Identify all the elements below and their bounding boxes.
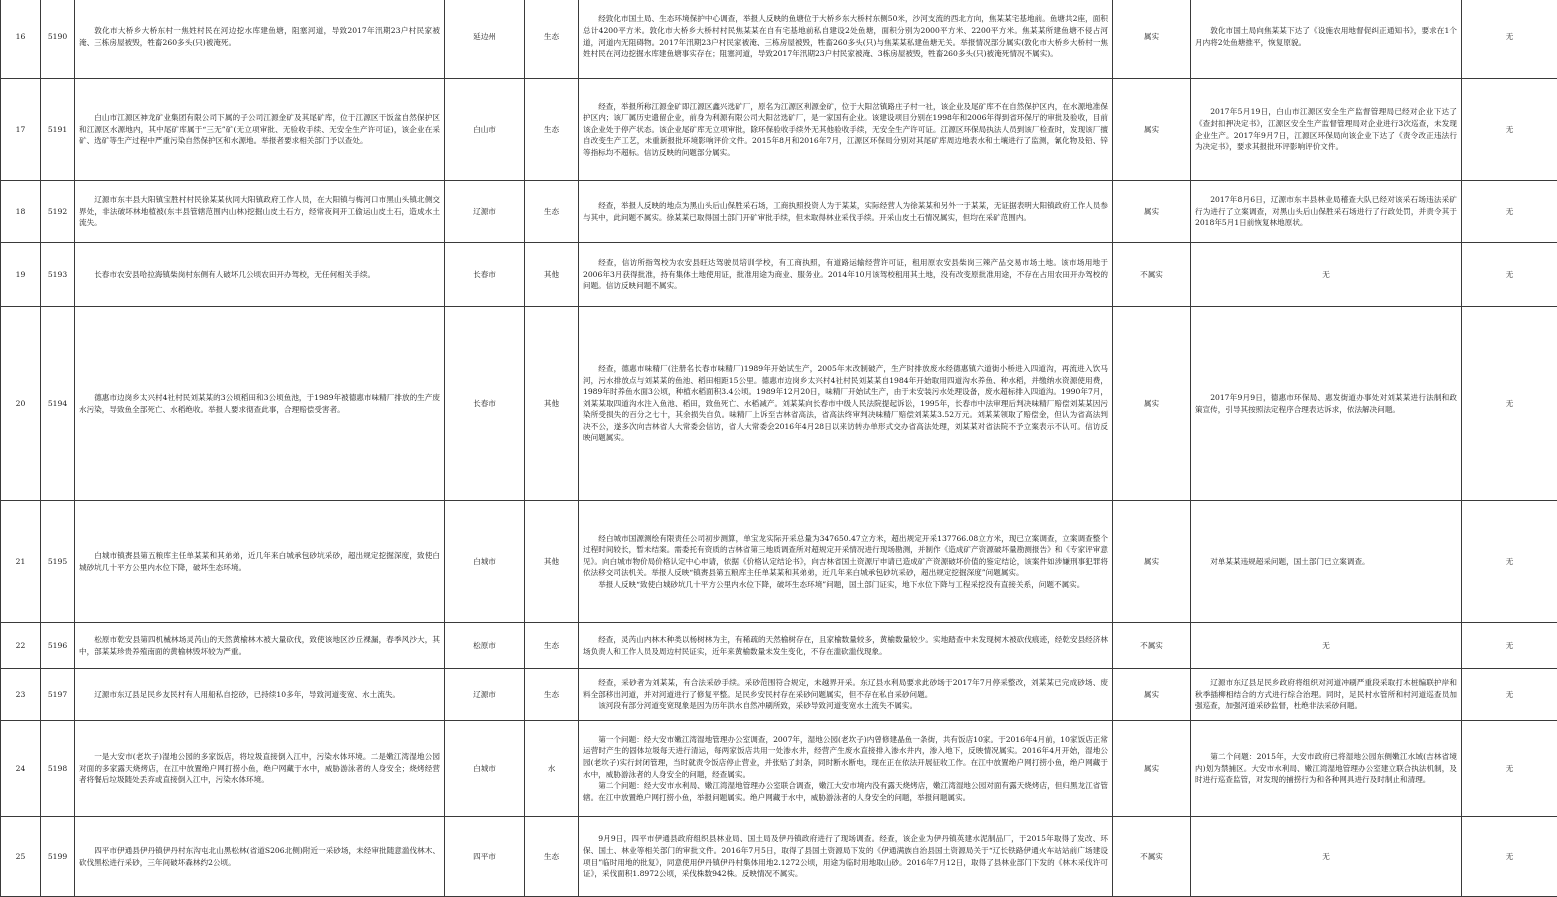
investigation-paragraph: 举报人反映“致使白城砂坑几十平方公里内水位下降，破坏生态环境”问题，国土部门证实，地下水位下降与工程采挖没有直接关系，问题不属实。 — [583, 579, 1108, 591]
table-row — [1, 721, 1557, 817]
table-body — [1, 0, 1557, 897]
investigation-cell — [579, 307, 1113, 501]
verdict-cell: 属实 — [1113, 721, 1191, 817]
verdict-cell: 不属实 — [1113, 243, 1191, 307]
investigation-cell — [579, 243, 1113, 307]
complaint-text: 四平市伊通县伊丹镇伊丹村东沟屯北山黑松林(省道S206北侧)附近一采砂场，未经审批随意滥伐林木、砍伐黑松进行采砂，三年间破坏森林约2公顷。 — [79, 845, 440, 868]
investigation-cell — [579, 79, 1113, 181]
table-row — [1, 669, 1557, 721]
accountability-cell: 无 — [1462, 79, 1557, 181]
accountability-cell: 无 — [1462, 501, 1557, 623]
row-seq-cell: 21 — [1, 501, 41, 623]
complaint-cell — [75, 817, 445, 897]
complaint-cell — [75, 181, 445, 243]
region-cell: 延边州 — [445, 0, 525, 79]
region-cell: 长春市 — [445, 243, 525, 307]
complaint-cell — [75, 721, 445, 817]
row-id-cell: 5199 — [41, 817, 75, 897]
investigation-paragraph: 第二个问题：经大安市水利局、嫩江湾湿地管理办公室联合调查，嫩江大安市境内没有露天烧烤店，嫩江湾湿地公园对面有露天烧烤店，但归黑龙江省管辖。在江中放置绝户网打捞小鱼，举报问题属实。绝户网藏于水中，威胁游泳者的人身安全的问题，举报问题属实。 — [583, 780, 1108, 803]
category-cell: 其他 — [525, 307, 579, 501]
complaint-cell — [75, 0, 445, 79]
accountability-cell: 无 — [1462, 243, 1557, 307]
complaint-text: 一是大安市(老坎子)湿地公园的多家饭店，将垃圾直接倒入江中，污染水体环境。二是嫩江湾湿地公园对面的多家露天烧烤店，在江中放置绝户网打捞小鱼，绝户网藏于水中，威胁游泳者的人身安全；烧烤经营者将餐后垃圾随处丢弃或直接倒入江中，污染水体环境。 — [79, 751, 440, 786]
row-id-cell: 5190 — [41, 0, 75, 79]
verdict-cell: 属实 — [1113, 669, 1191, 721]
row-seq-cell: 17 — [1, 79, 41, 181]
complaint-text: 白城市镇赉县第五粮库主任单某某和其弟弟，近几年来白城承包砂坑采砂，超出规定挖掘深度，致使白城砂坑几十平方公里内水位下降，破坏生态环境。 — [79, 550, 440, 573]
investigation-paragraph: 经查，灵芮山内林木种类以杨树林为主，有稀疏的天然榆树存在，且家榆数量较多，黄榆数量较少。实地踏查中未发现树木被砍伐痕迹，经乾安县经济林场负责人和工作人员及周边村民证实，近年来黄榆数量未发生变化，不存在滥砍滥伐现象。 — [583, 634, 1108, 657]
verdict-cell: 属实 — [1113, 79, 1191, 181]
investigation-paragraph: 经查，信访所指驾校为农安县旺达驾驶员培训学校，有工商执照，有道路运输经营许可证，租用原农安县柴岗三辣产品交易市场土地。该市场用地于2006年3月获得批准，持有集体土地使用证，批准用途为商业、服务业。2014年10月该驾校租用其土地，没有改变原批准用途，不存在占用农田开办驾校的问题。信访反映问题不属实。 — [583, 257, 1108, 292]
category-cell: 其他 — [525, 243, 579, 307]
row-seq-cell: 24 — [1, 721, 41, 817]
category-cell: 生态 — [525, 669, 579, 721]
region-cell: 白城市 — [445, 721, 525, 817]
region-cell: 辽源市 — [445, 669, 525, 721]
region-cell: 白城市 — [445, 501, 525, 623]
investigation-paragraph: 经查，举报人反映的地点为黑山头后山保胜采石场，工商执照投资人为于某某，实际经营人为徐某某和另外一于某某，无证据表明大阳镇政府工作人员参与其中，此问题不属实。徐某某已取得国土部门开矿审批手续，但未取得林业采伐手续。开采山皮土石情况属实，但均在采矿范围内。 — [583, 200, 1108, 223]
table-row — [1, 243, 1557, 307]
verdict-cell: 属实 — [1113, 181, 1191, 243]
handling-cell: 无 — [1191, 817, 1462, 897]
handling-text: 辽源市东辽县足民乡政府将组织对河道冲刷严重段采取打木桩编联护岸和秋季插柳相结合的方式进行综合治理。同时，足民村水管所和村河道巡查员加强巡查，加强河道采砂监督，杜绝非法采砂问题。 — [1195, 677, 1457, 712]
row-seq-cell: 16 — [1, 0, 41, 79]
handling-text: 第二个问题：2015年，大安市政府已将湿地公园东侧嫩江水域(吉林省境内)划为禁捕区。大安市水利局、嫩江湾湿地管理办公室建立联合执法机制，及时进行巡查监管，对发现的捕捞行为和各种网具进行及时制止和清理。 — [1195, 751, 1457, 786]
row-seq-cell: 23 — [1, 669, 41, 721]
handling-cell: 无 — [1191, 243, 1462, 307]
investigation-cell — [579, 721, 1113, 817]
row-id-cell: 5192 — [41, 181, 75, 243]
complaint-text: 白山市江源区神龙矿业集团有限公司下属的子公司江源金矿及其尾矿库，位于江源区干饭盆自然保护区和江源区水源地内，其中尾矿库属于“三无”矿(无立项审批、无验收手续、无安全生产许可证)，该企业在采矿、选矿等生产过程中严重污染自然保护区和水源地。举报者要求相关部门予以查处。 — [79, 112, 440, 147]
investigation-cell — [579, 623, 1113, 669]
handling-text: 2017年5月19日，白山市江源区安全生产监督管理局已经对企业下达了《查封扣押决定书》，江源区安全生产监督管理局对企业进行3次巡查，未发现企业生产。2017年9月7日，江源区环保局向该企业下达了《责令改正违法行为决定书》，要求其报批环评影响评价文件。 — [1195, 106, 1457, 152]
category-cell: 生态 — [525, 79, 579, 181]
complaint-text: 长春市农安县哈拉海镇柴岗村东侧有人破坏几公顷农田开办驾校，无任何相关手续。 — [79, 269, 440, 281]
accountability-cell: 无 — [1462, 307, 1557, 501]
complaint-text: 松原市乾安县第四机械林场灵芮山的天然黄榆林木被大量砍伐，致使该地区沙丘裸漏，春季风沙大，其中，部某某珍贵养殖南面的黄榆林毁坏较为严重。 — [79, 634, 440, 657]
region-cell: 四平市 — [445, 817, 525, 897]
complaint-text: 辽源市东辽县足民乡友民村有人用船私自挖砂，已持续10多年，导致河道变宽、水土流失。 — [79, 689, 440, 701]
row-id-cell: 5191 — [41, 79, 75, 181]
verdict-cell: 属实 — [1113, 501, 1191, 623]
investigation-paragraph: 该河段有部分河道变宽现象是因为历年洪水自然冲刷所致，采砂导致河道变宽水土流失不属实。 — [583, 700, 1108, 712]
investigation-cell — [579, 501, 1113, 623]
category-cell: 生态 — [525, 0, 579, 79]
row-seq-cell: 19 — [1, 243, 41, 307]
complaint-text: 德惠市边岗乡太兴村4社村民刘某某的3公顷稻田和3公顷鱼池，于1989年被德惠市味精厂排放的生产废水污染，导致鱼全部死亡、水稻绝收。举报人要求彻查此事，合理赔偿受害者。 — [79, 392, 440, 415]
investigation-paragraph: 经查，采砂者为刘某某，有合法采砂手续。采砂范围符合规定，未越界开采。东辽县水利局要求此砂场于2017年7月停采整改，刘某某已完成砂场、废料全部移出河道，并对河道进行了修复平整。足民乡安民村存在采砂问题属实，但不存在私自采砂问题。 — [583, 677, 1108, 700]
investigation-paragraph: 9月9日，四平市伊通县政府组织县林业局、国土局及伊丹镇政府进行了现场调查。经查，该企业为伊丹镇英建水泥制品厂，于2015年取得了发改、环保、国土、林业等相关部门的审批文件。2016年7月5日，取得了县国土资源局下发的《伊通满族自治县国土资源局关于“辽长铁路伊通火车站站前广场建设项目”临时用地的批复》，同意使用伊丹镇伊丹村集体用地2.1272公顷，用途为临时用地取山砂。2016年7月12日，取得了县林业部门下发的《林木采伐许可证》，采伐面积1.8972公顷，采伐株数942株。反映情况不属实。 — [583, 833, 1108, 879]
handling-cell — [1191, 721, 1462, 817]
category-cell: 生态 — [525, 817, 579, 897]
complaint-cell — [75, 669, 445, 721]
handling-cell — [1191, 307, 1462, 501]
complaint-cell — [75, 79, 445, 181]
table-row — [1, 181, 1557, 243]
investigation-cell — [579, 181, 1113, 243]
handling-cell — [1191, 181, 1462, 243]
region-cell: 白山市 — [445, 79, 525, 181]
row-id-cell: 5197 — [41, 669, 75, 721]
handling-cell: 无 — [1191, 623, 1462, 669]
table-row — [1, 501, 1557, 623]
row-id-cell: 5194 — [41, 307, 75, 501]
table-row — [1, 0, 1557, 79]
complaint-cell — [75, 243, 445, 307]
handling-text: 2017年9月9日，德惠市环保局、惠发街道办事处对刘某某进行法制和政策宣传，引导其按照法定程序合理表达诉求，依法解决问题。 — [1195, 392, 1457, 415]
row-id-cell: 5198 — [41, 721, 75, 817]
handling-text: 2017年8月6日，辽源市东丰县林业局稽查大队已经对该采石场违法采矿行为进行了立案调查，对黑山头后山保胜采石场进行了行政处罚，并责令其于2018年5月1日前恢复林地原状。 — [1195, 194, 1457, 229]
row-seq-cell: 18 — [1, 181, 41, 243]
row-id-cell: 5196 — [41, 623, 75, 669]
region-cell: 辽源市 — [445, 181, 525, 243]
row-id-cell: 5195 — [41, 501, 75, 623]
row-seq-cell: 20 — [1, 307, 41, 501]
verdict-cell: 属实 — [1113, 307, 1191, 501]
investigation-paragraph: 第一个问题：经大安市嫩江湾湿地管理办公室调查，2007年，湿地公园(老坎子)内曾修建晶鱼一条街，共有饭店10家。于2016年4月前，10家饭店正常运营时产生的固体垃圾每天进行清运，每两家饭店共用一处渗水井，经营产生废水直接排入渗水井内，渗入地下，反映情况属实。2016年4月开始，湿地公园(老坎子)实行封闭管理，当时就责令饭店停止营业，并张贴了封条，同时断水断电，现在正在依法开展征收工作。在江中放置绝户网打捞小鱼，绝户网藏于水中，威胁游泳者的人身安全的问题，经查属实。 — [583, 734, 1108, 780]
handling-text: 对单某某违规超采问题，国土部门已立案调查。 — [1195, 556, 1457, 568]
accountability-cell: 无 — [1462, 181, 1557, 243]
region-cell: 松原市 — [445, 623, 525, 669]
verdict-cell: 不属实 — [1113, 817, 1191, 897]
table-row — [1, 623, 1557, 669]
accountability-cell: 无 — [1462, 623, 1557, 669]
complaint-cell — [75, 501, 445, 623]
handling-cell — [1191, 0, 1462, 79]
investigation-paragraph: 经白城市国源测绘有限责任公司初步测算，单宝龙实际开采总量为347650.47立方米，超出规定开采137766.08立方米，现已立案调查，立案调查整个过程时间较长，暂未结案。需委托有资质的吉林省第三地质调查所对超规定开采情况进行现场勘测，并制作《造成矿产资源破坏量勘测报告》和《专家评审意见》。向白城市物价局价格认定中心申请，依据《价格认定结论书》，向吉林省国土资源厅申请已造成矿产资源破坏价值的鉴定结论，该案件如涉嫌刑事犯罪将依法移交司法机关。举报人反映“镇赉县第五粮库主任单某某和其弟弟，近几年来白城承包砂坑采砂，超出规定挖掘深度”问题属实。 — [583, 533, 1108, 579]
table-row — [1, 817, 1557, 897]
row-id-cell: 5193 — [41, 243, 75, 307]
accountability-cell: 无 — [1462, 817, 1557, 897]
table-row — [1, 79, 1557, 181]
complaint-text: 辽源市东丰县大阳镇宝胜村村民徐某某伙同大阳镇政府工作人员，在大阳镇与梅河口市黑山头镇北侧交界处，非法破坏林地植被(东丰县管辖范围内山林)挖掘山皮土石方，经常夜间开工偷运山皮土石，造成水土流失。 — [79, 194, 440, 229]
region-cell: 长春市 — [445, 307, 525, 501]
complaint-cell — [75, 307, 445, 501]
row-seq-cell: 22 — [1, 623, 41, 669]
handling-text: 敦化市国土局向焦某某下达了《设施农用地督促纠正通知书》，要求在1个月内将2处鱼塘推平，恢复原貌。 — [1195, 25, 1457, 48]
accountability-cell: 无 — [1462, 669, 1557, 721]
investigation-cell — [579, 0, 1113, 79]
complaint-cell — [75, 623, 445, 669]
category-cell: 水 — [525, 721, 579, 817]
complaint-text: 敦化市大桥乡大桥东村一焦姓村民在河边挖水库建鱼塘，阻塞河道，导致2017年汛期23户村民家被淹、三栋房屋被毁，牲畜260多头(只)被淹死。 — [79, 25, 440, 48]
accountability-cell: 无 — [1462, 0, 1557, 79]
row-seq-cell: 25 — [1, 817, 41, 897]
investigation-cell — [579, 669, 1113, 721]
handling-cell — [1191, 501, 1462, 623]
verdict-cell: 不属实 — [1113, 623, 1191, 669]
investigation-paragraph: 经敦化市国土局、生态环境保护中心调查，举报人反映的鱼塘位于大桥乡东大桥村东侧50米，沙河支流的西北方向，焦某某宅基地前。鱼塘共2座，面积总计4200平方米。敦化市大桥乡大桥村村民焦某某在自有宅基地前私自建设2处鱼塘，面积分别为2000平方米、2200平方米。焦某某所建鱼塘不侵占河道，河道内无阻碍物。2017年汛期23户村民家被淹、三栋房屋被毁，牲畜260多头(只)与焦某某私建鱼塘无关。举报情况部分属实(敦化市大桥乡大桥村一焦姓村民在河边挖掘水库建鱼塘事实存在；阻塞河道，导致2017年汛期23户村民家被淹、3栋房屋被毁，牲畜260多头(只)被淹死情况不属实)。 — [583, 13, 1108, 59]
investigation-cell — [579, 817, 1113, 897]
category-cell: 其他 — [525, 501, 579, 623]
handling-cell — [1191, 669, 1462, 721]
accountability-cell: 无 — [1462, 721, 1557, 817]
verdict-cell: 属实 — [1113, 0, 1191, 79]
investigation-paragraph: 经查，举报所称江源金矿即江源区鑫兴选矿厂，原名为江源区利源金矿，位于大阳岔镇路庄子村一社，该企业及尾矿库不在自然保护区内，在水源地准保护区内；该厂属历史遗留企业，前身为利源有限公司大阳岔选矿厂，是一家国有企业。该建设项目分别在1998年和2006年得到省环保厅的审批及验收，目前该企业处于停产状态。该企业尾矿库无立项审批，除环保验收手续外无其他验收手续，无安全生产许可证。江源区环保局执法人员到该厂检查时，发现该厂擅自改变生产工艺，未重新报批环境影响评价文件。2015年8月和2016年7月，江源区环保局分别对其尾矿库周边地表水和土壤进行了监测，氰化物及铅、锌等指标均不超标。信访反映的问题部分属实。 — [583, 101, 1108, 159]
investigation-paragraph: 经查，德惠市味精厂(注册名长春市味精厂)1989年开始试生产，2005年末改制破产，生产时排放废水经德惠镇六道街小桥进入四道沟，再流进入饮马河，污水排放点与刘某某的鱼池、稻田相距15公里。德惠市边岗乡太兴村4社村民刘某某自1984年开始取用四道沟水养鱼、种水稻，并缴纳水资源使用费，1989年时养鱼水面3公顷，种植水稻面积3.4公顷。1989年12月20日，味精厂开始试生产，由于未安装污水处理设备，废水超标排入四道沟。1990年7月，刘某某取四道沟水注入鱼池、稻田，致鱼死亡、水稻减产。刘某某向长春市中级人民法院提起诉讼，1995年，长春市中法审理后判决味精厂赔偿刘某某因污染所受损失的百分之七十，其余损失自负。味精厂上诉至吉林省高法，省高法终审判决味精厂赔偿刘某某3.52万元。刘某某领取了赔偿金，但认为省高法判决不公，遂多次向吉林省人大常委会信访，省人大常委会2016年4月28日以来访转办单形式交办省高法处理，刘某某对省法院不予立案表示不认可。信访反映问题属实。 — [583, 363, 1108, 444]
table-row — [1, 307, 1557, 501]
category-cell: 生态 — [525, 623, 579, 669]
handling-cell — [1191, 79, 1462, 181]
category-cell: 生态 — [525, 181, 579, 243]
